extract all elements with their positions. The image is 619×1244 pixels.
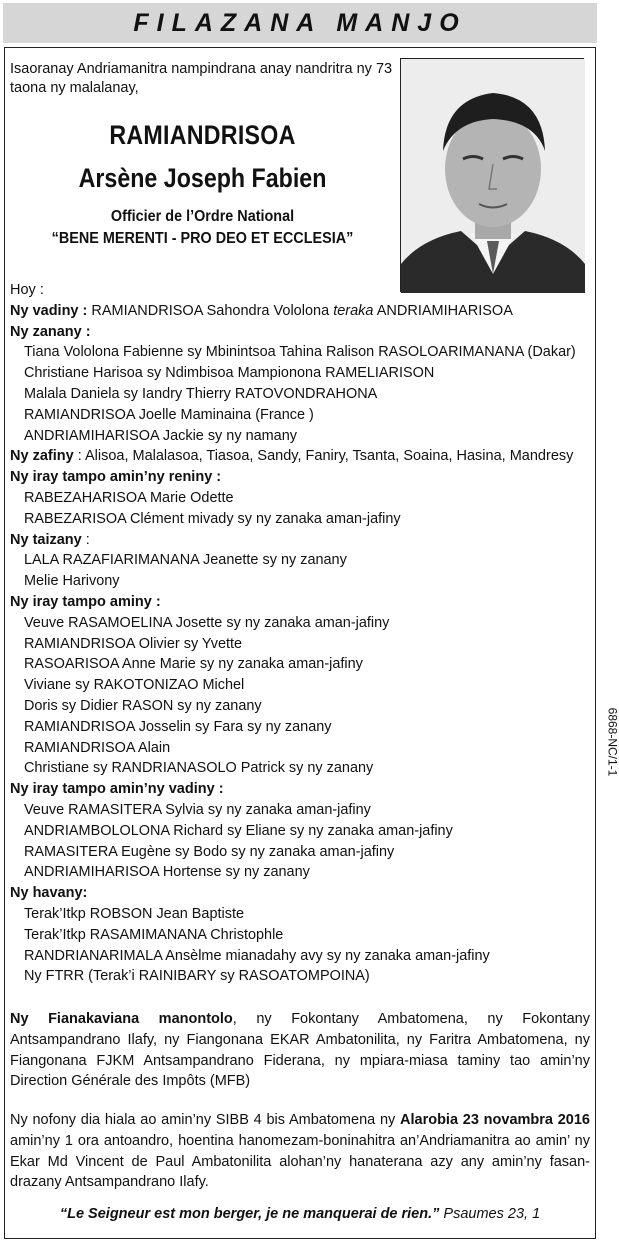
spouse-born-word: teraka	[333, 302, 374, 319]
foster-item: Melie Harivony	[23, 573, 120, 590]
deceased-surname: RAMIANDRISOA	[109, 120, 296, 150]
funeral-paragraph	[10, 1110, 590, 1193]
foster-item: LALA RAZAFIARIMANANA Jeanette sy ny zanany	[23, 552, 347, 569]
honor-motto: “BENE MERENTI - PRO DEO ET ECCLESIA”	[51, 230, 354, 247]
sibling-item: Christiane sy RANDRIANASOLO Patrick sy ny zanany	[23, 760, 374, 777]
spouse-sibling-item: ANDRIAMIHARISOA Hortense sy ny zanany	[23, 864, 310, 881]
mother-siblings-label: Ny iray tampo amin’ny reniny :	[10, 469, 222, 486]
relative-item: Ny FTRR (Terak’i RAINIBARY sy RASOATOMPOINA)	[23, 968, 370, 985]
sibling-item: Veuve RASAMOELINA Josette sy ny zanaka aman-jafiny	[23, 614, 390, 631]
portrait-photo-icon	[401, 59, 585, 293]
family-label: Ny Fianakaviana manontolo	[10, 1011, 233, 1027]
sibling-item: RAMIANDRISOA Josselin sy Fara sy ny zanany	[23, 718, 332, 735]
relative-item: RANDRIANARIMALA Ansèlme mianadahy avy sy ny zanaka aman-jafiny	[23, 947, 490, 964]
header-banner	[3, 3, 597, 43]
sibling-item: RAMIANDRISOA Alain	[23, 739, 171, 756]
relatives-label: Ny havany:	[10, 885, 88, 902]
sibling-item: RASOARISOA Anne Marie sy ny zanaka aman-jafiny	[23, 656, 363, 673]
family-list	[10, 280, 590, 987]
grandchildren-names: : Alisoa, Malalasoa, Tiasoa, Sandy, Faniry, Tsanta, Soaina, Hasina, Mandresy	[73, 448, 574, 465]
child-item: RAMIANDRISOA Joelle Maminaina (France )	[23, 406, 314, 423]
spouse-sibling-item: ANDRIAMBOLOLONA Richard sy Eliane sy ny zanaka aman-jafiny	[23, 822, 453, 839]
spouse-label: Ny vadiny :	[10, 302, 88, 319]
funeral-text-b: amin’ny 1 ora antoandro, hoentina hanomezam-boninahitra an’Andriamanitra ao amin’ ny Ekar Md Vincent de Paul Ambatonilita alohan’ny hanaterana azy any amin’ny fasan-drazany Antsampandrano Ilafy.	[10, 1132, 590, 1191]
mother-sibling-item: RABEZARISOA Clément mivady sy ny zanaka aman-jafiny	[23, 510, 401, 527]
child-item: Malala Daniela sy Iandry Thierry RATOVONDRAHONA	[23, 385, 378, 402]
quote-reference: Psaumes 23, 1	[439, 1206, 541, 1222]
grandchildren-label: Ny zafiny	[10, 448, 74, 465]
quote-text: “Le Seigneur est mon berger, je ne manquerai de rien.”	[59, 1206, 440, 1222]
reference-code: 6868-NC/1-1	[605, 707, 619, 777]
spouse-siblings-label: Ny iray tampo amin’ny vadiny :	[10, 781, 224, 798]
family-paragraph	[10, 1009, 590, 1092]
child-item: ANDRIAMIHARISOA Jackie sy ny namany	[23, 427, 297, 444]
siblings-label: Ny iray tampo aminy :	[10, 593, 161, 610]
portrait-photo	[400, 58, 584, 292]
spouse-name: RAMIANDRISOA Sahondra Vololona	[87, 302, 334, 319]
child-item: Tiana Vololona Fabienne sy Mbinintsoa Tahina Ralison RASOLOARIMANANA (Dakar)	[23, 344, 576, 361]
spouse-maiden-name: ANDRIAMIHARISOA	[373, 302, 513, 319]
spouse-line	[10, 301, 590, 322]
spouse-sibling-item: Veuve RAMASITERA Sylvia sy ny zanaka aman-jafiny	[23, 801, 371, 818]
hoy-label: Hoy :	[10, 282, 44, 298]
mother-sibling-item: RABEZAHARISOA Marie Odette	[23, 489, 234, 506]
sibling-item: Viviane sy RAKOTONIZAO Michel	[23, 677, 245, 694]
grandchildren-line	[10, 446, 590, 467]
closing-quote	[10, 1206, 590, 1222]
foster-line	[10, 530, 590, 551]
intro-text: Isaoranay Andriamanitra nampindrana anay nandritra ny 73 taona ny malalanay,	[10, 61, 393, 96]
foster-label: Ny taizany	[10, 531, 82, 548]
children-label: Ny zanany :	[10, 323, 91, 340]
funeral-date: Alarobia 23 novambra 2016	[400, 1112, 590, 1128]
spouse-sibling-item: RAMASITERA Eugène sy Bodo sy ny zanaka aman-jafiny	[23, 843, 395, 860]
relative-item: Terak’Itkp ROBSON Jean Baptiste	[23, 905, 245, 922]
relative-item: Terak’Itkp RASAMIMANANA Christophle	[23, 926, 284, 943]
family-text: , ny Fokontany Ambatomena, ny Fokontany Antsampandrano Ilafy, ny Fiangonana EKAR Ambatonilita, ny Faritra Ambatomena, ny Fiangonana FJKM Antsampandrano Fiderana, ny mpiara-miasa taminy tao amin’ny Direction Générale des Impôts (MFB)	[10, 1011, 590, 1090]
funeral-text-a: Ny nofony dia hiala ao amin’ny SIBB 4 bis Ambatomena ny	[10, 1112, 401, 1128]
honor-title: Officier de l’Ordre National	[110, 208, 295, 225]
sibling-item: Doris sy Didier RASON sy ny zanany	[23, 697, 262, 714]
deceased-given-names: Arsène Joseph Fabien	[78, 163, 327, 193]
foster-label-suffix: :	[81, 531, 90, 548]
child-item: Christiane Harisoa sy Ndimbisoa Mampionona RAMELIARISON	[23, 365, 435, 382]
banner-title: FILAZANA MANJO	[133, 9, 467, 37]
sibling-item: RAMIANDRISOA Olivier sy Yvette	[23, 635, 243, 652]
